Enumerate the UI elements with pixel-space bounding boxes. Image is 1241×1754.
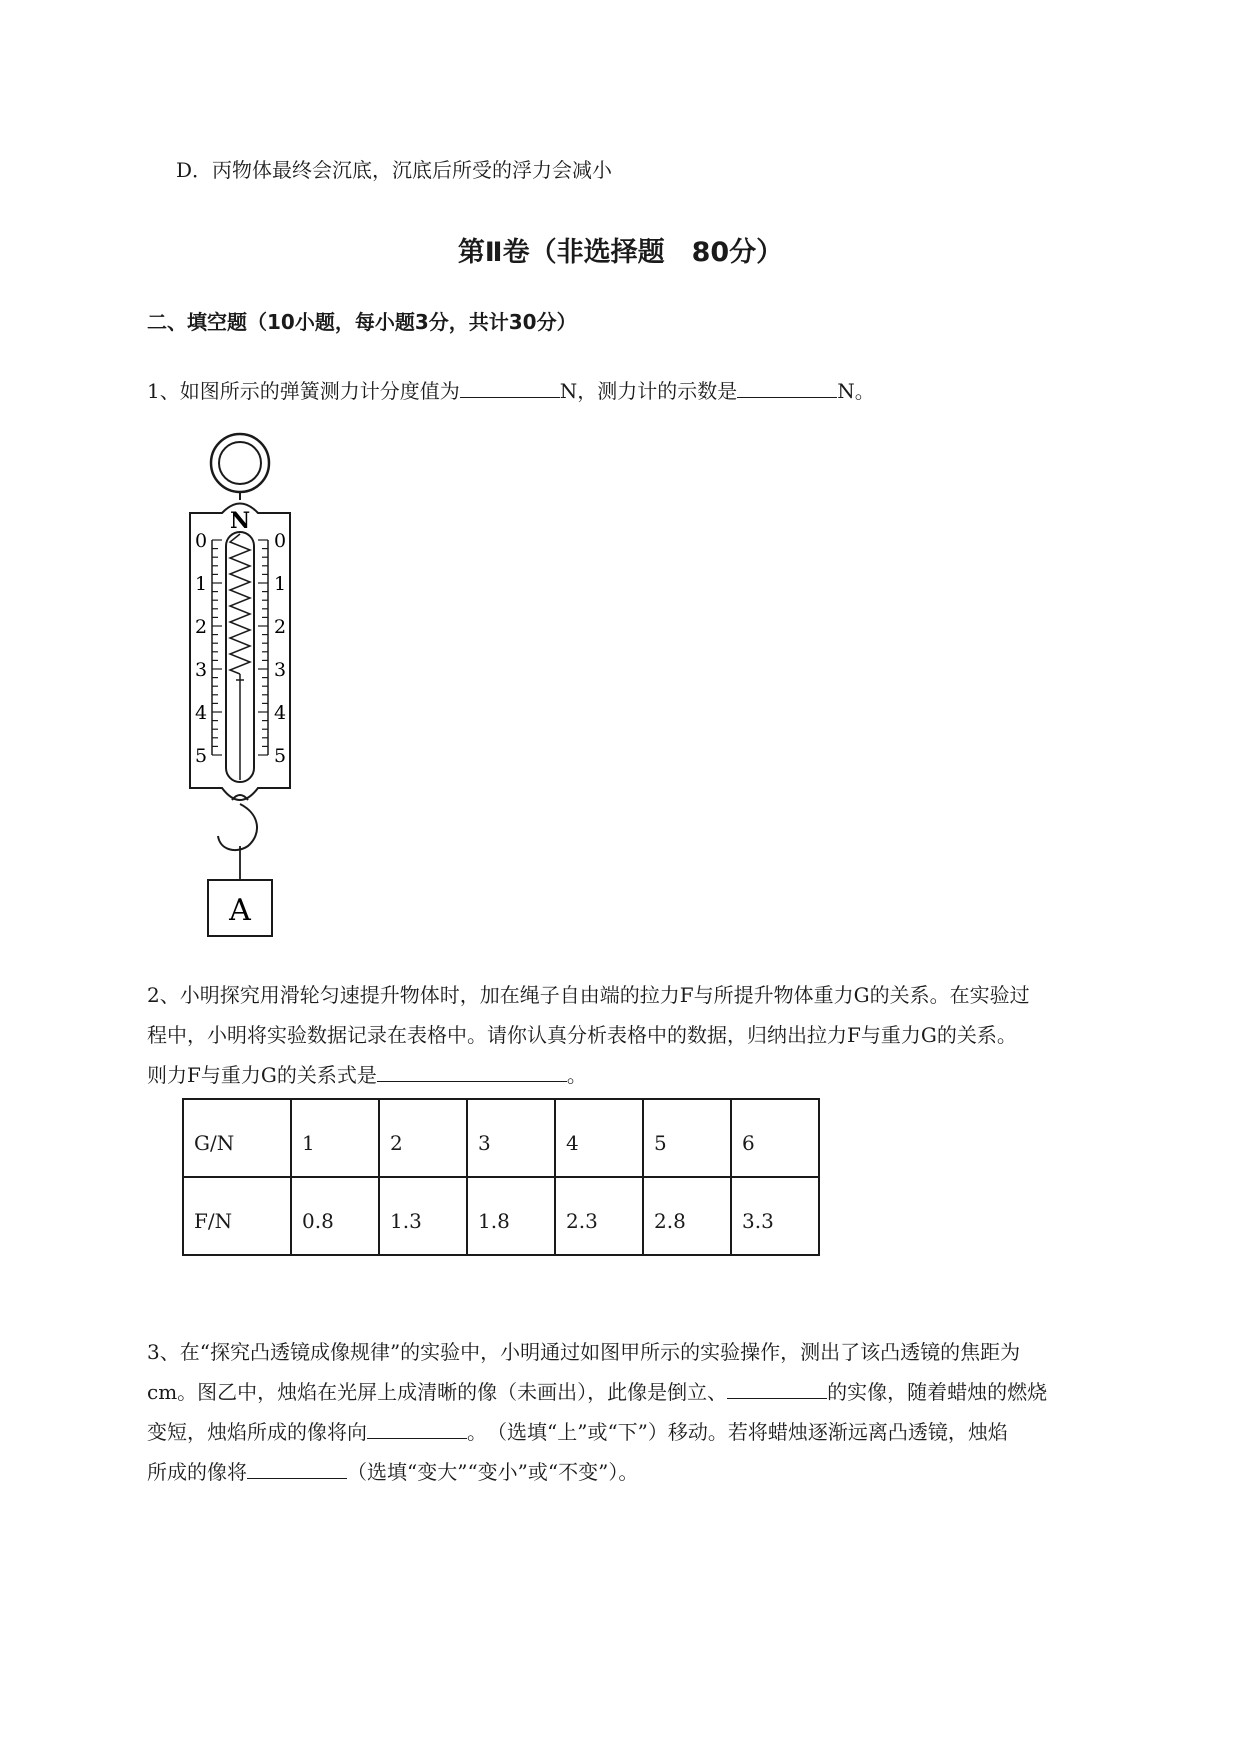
scale-label-left: 1	[194, 573, 208, 595]
question-3-line-3	[147, 1412, 1008, 1452]
table-cell: 0.8	[291, 1177, 379, 1255]
question-3-line-4	[147, 1452, 638, 1492]
table-row	[183, 1177, 819, 1255]
answer-blank-3b[interactable]	[367, 1416, 467, 1439]
scale-ticks-left	[212, 540, 222, 755]
question-3-line-2-a: cm。图乙中，烛焰在光屏上成清晰的像（未画出），此像是倒立、	[147, 1380, 728, 1404]
scale-labels-right	[274, 530, 286, 767]
scale-label-right: 3	[273, 659, 287, 681]
scale-label-right: 5	[273, 745, 287, 767]
answer-blank-2[interactable]	[377, 1059, 567, 1082]
table-cell: 2.8	[643, 1177, 731, 1255]
scale-labels-left	[195, 530, 207, 767]
question-2-line-3-a: 则力F与重力G的关系式是	[147, 1063, 377, 1087]
scale-label-right: 1	[273, 573, 287, 595]
table-cell: 3	[467, 1099, 555, 1177]
question-3-line-1: 3、在“探究凸透镜成像规律”的实验中，小明通过如图甲所示的实验操作，测出了该凸透镜的焦距为	[147, 1340, 1021, 1364]
section-title: 第Ⅱ卷（非选择题 80分）	[457, 237, 784, 268]
answer-blank-1b[interactable]	[737, 375, 837, 398]
table-cell: 5	[643, 1099, 731, 1177]
table-cell: 2	[379, 1099, 467, 1177]
question-2-line-3	[147, 1055, 587, 1095]
table-row-head: G/N	[183, 1099, 291, 1177]
ring-inner	[219, 442, 261, 484]
question-1	[147, 371, 875, 411]
table-cell: 1.8	[467, 1177, 555, 1255]
scale-ticks-right	[258, 540, 268, 755]
table-cell: 1.3	[379, 1177, 467, 1255]
scale-label-left: 3	[194, 659, 208, 681]
scale-label-left: 0	[194, 530, 208, 552]
table-cell: 2.3	[555, 1177, 643, 1255]
block-label: A	[229, 893, 251, 928]
question-1-text-a: 1、如图所示的弹簧测力计分度值为	[147, 379, 460, 403]
spring-scale-figure	[170, 428, 320, 948]
question-3-line-2	[147, 1372, 1047, 1412]
question-3-line-4-b: （选填“变大”“变小”或“不变”）。	[347, 1460, 639, 1484]
spring-coil	[230, 534, 250, 674]
table-row-head: F/N	[183, 1177, 291, 1255]
scale-label-left: 4	[194, 702, 208, 724]
question-1-text-b: N，测力计的示数是	[559, 379, 738, 403]
question-2-line-1: 2、小明探究用滑轮匀速提升物体时，加在绳子自由端的拉力F与所提升物体重力G的关系。在实验过	[147, 983, 1030, 1007]
answer-blank-3c[interactable]	[247, 1456, 347, 1479]
question-3-line-3-b: 。 （选填“上”或“下”）移动。若将蜡烛逐渐远离凸透镜，烛焰	[467, 1420, 1008, 1444]
data-table	[182, 1098, 820, 1256]
question-2-line-2: 程中，小明将实验数据记录在表格中。请你认真分析表格中的数据，归纳出拉力F与重力G的关系。	[147, 1023, 1017, 1047]
table-row	[183, 1099, 819, 1177]
question-1-text-c: N。	[837, 379, 875, 403]
subsection-title: 二、填空题（10小题，每小题3分，共计30分）	[147, 310, 577, 334]
table-cell: 4	[555, 1099, 643, 1177]
table-cell: 6	[731, 1099, 819, 1177]
question-3-line-3-a: 变短，烛焰所成的像将向	[147, 1420, 367, 1444]
scale-label-right: 4	[273, 702, 287, 724]
scale-label-right: 2	[273, 616, 287, 638]
scale-label-right: 0	[273, 530, 287, 552]
scale-label-left: 5	[194, 745, 208, 767]
scale-label-left: 2	[194, 616, 208, 638]
answer-blank-3a[interactable]	[727, 1376, 827, 1399]
question-3-line-2-b: 的实像，随着蜡烛的燃烧	[827, 1380, 1048, 1404]
scale-hook	[218, 804, 257, 850]
unit-label: N	[229, 508, 251, 534]
question-2-line-3-b: 。	[566, 1063, 587, 1087]
question-3-line-4-a: 所成的像将	[147, 1460, 247, 1484]
option-d-text: D．丙物体最终会沉底，沉底后所受的浮力会减小	[176, 158, 613, 182]
table-cell: 3.3	[731, 1177, 819, 1255]
table-cell: 1	[291, 1099, 379, 1177]
answer-blank-1a[interactable]	[460, 375, 560, 398]
